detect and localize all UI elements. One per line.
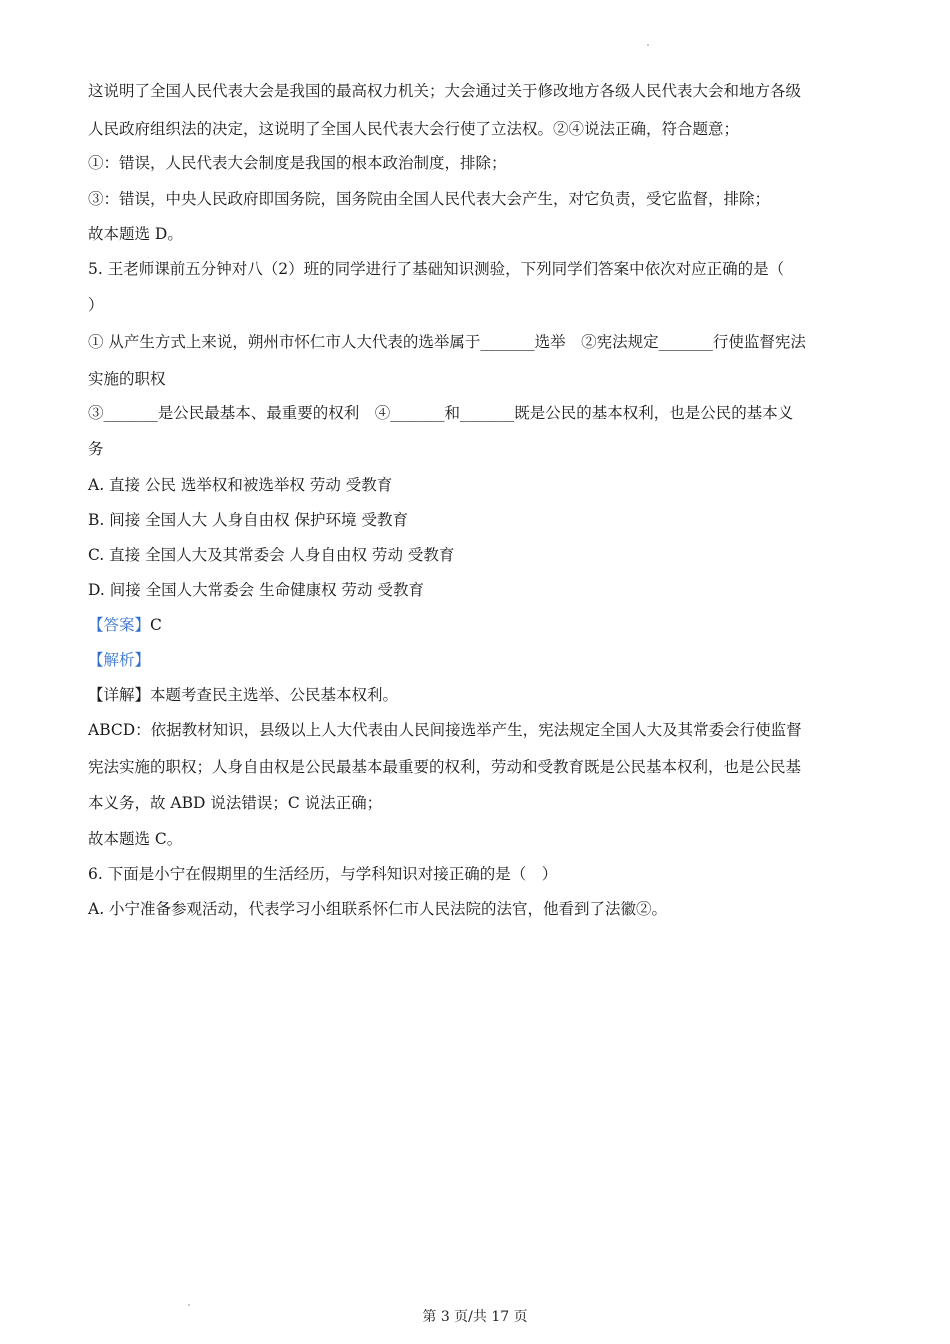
question-5-item: ③_______是公民最基本、最重要的权利 ④_______和_______既是公民的基本权利，也是公民的基本义 [88, 404, 794, 422]
answer-label: 【答案】 [88, 616, 151, 634]
detail-line: ABCD：依据教材知识，县级以上人大代表由人民间接选举产生，宪法规定全国人大及其常委会行使监督 [88, 721, 802, 739]
question-5-stem: 5. 王老师课前五分钟对八（2）班的同学进行了基础知识测验，下列同学们答案中依次对应正确的是（ [88, 260, 785, 278]
analysis-line [88, 649, 862, 671]
detail-line: 【详解】本题考查民主选举、公民基本权利。 [88, 686, 399, 704]
scan-speck [647, 44, 649, 46]
detail-line: 本义务，故 ABD 说法错误；C 说法正确； [88, 794, 383, 812]
option-d: D. 间接 全国人大常委会 生命健康权 劳动 受教育 [88, 581, 424, 599]
question-5-stem-end: ） [88, 296, 104, 314]
page-footer: 第 3 页/共 17 页 [422, 1309, 528, 1325]
analysis-label: 【解析】 [88, 651, 151, 669]
option-c: C. 直接 全国人大及其常委会 人身自由权 劳动 受教育 [88, 546, 455, 564]
option-a: A. 直接 公民 选举权和被选举权 劳动 受教育 [88, 476, 393, 494]
answer-value: C [150, 616, 162, 634]
detail-line: 故本题选 C。 [88, 830, 183, 848]
detail-line: 宪法实施的职权；人身自由权是公民最基本最重要的权利，劳动和受教育既是公民基本权利，也是公民基 [88, 758, 802, 776]
question-5-item: 实施的职权 [88, 370, 166, 388]
question-5-item: 务 [88, 440, 104, 458]
answer-line [88, 614, 862, 636]
question-5-item: ① 从产生方式上来说，朔州市怀仁市人大代表的选举属于_______选举 ②宪法规定_______行使监督宪法 [88, 333, 806, 351]
text-line: ①：错误，人民代表大会制度是我国的根本政治制度，排除； [88, 154, 507, 172]
text-line: 这说明了全国人民代表大会是我国的最高权力机关；大会通过关于修改地方各级人民代表大会和地方各级 [88, 82, 802, 100]
text-line: 人民政府组织法的决定，这说明了全国人民代表大会行使了立法权。②④说法正确，符合题意； [88, 120, 740, 138]
question-6-stem: 6. 下面是小宁在假期里的生活经历，与学科知识对接正确的是（ ） [88, 865, 558, 883]
option-b: B. 间接 全国人大 人身自由权 保护环境 受教育 [88, 511, 408, 529]
text-line: 故本题选 D。 [88, 225, 183, 243]
text-line: ③：错误，中央人民政府即国务院，国务院由全国人民代表大会产生，对它负责，受它监督，排除； [88, 190, 771, 208]
question-6-option-a: A. 小宁准备参观活动，代表学习小组联系怀仁市人民法院的法官，他看到了法徽②。 [88, 900, 668, 918]
